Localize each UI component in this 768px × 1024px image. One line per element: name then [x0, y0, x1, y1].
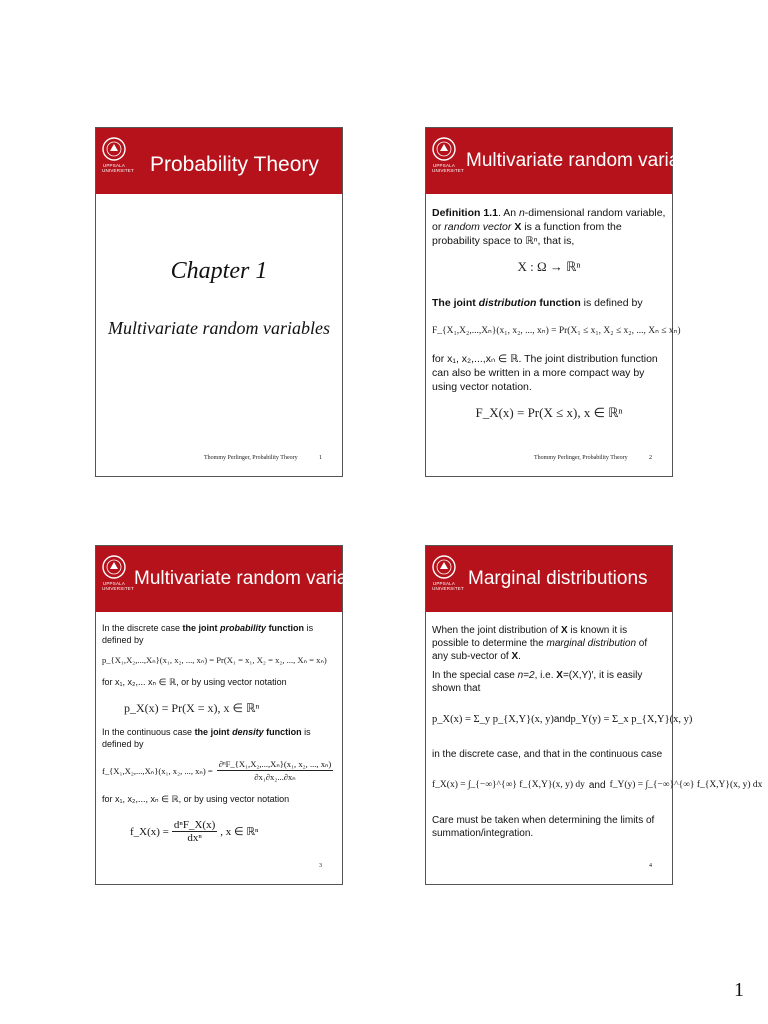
chapter-heading: Chapter 1: [170, 258, 268, 284]
equation-joint-pmf: p_{X₁,X₂,...,Xₙ}(x₁, x₂, ..., xₙ) = Pr(X₁ = x₁, X₂ = x₂, ..., Xₙ = xₙ): [102, 655, 327, 665]
uppsala-logo: UPPSALA UNIVERSITET: [102, 554, 126, 604]
slide-title: Multivariate random variables: [466, 150, 715, 171]
slide-page-number: 4: [649, 863, 652, 869]
chapter-subtitle: Multivariate random variables: [108, 318, 330, 338]
and-label: and: [588, 780, 606, 791]
equation-vector-cdf: F_X(x) = Pr(X ≤ x), x ∈ ℝⁿ: [475, 405, 623, 420]
equation-joint-cdf: F_{X₁,X₂,...,Xₙ}(x₁, x₂, ..., xₙ) = Pr(X₁ ≤ x₁, X₂ ≤ x₂, ..., Xₙ ≤ xₙ): [432, 326, 681, 336]
uppsala-logo: UPPSALA UNIVERSITET: [102, 136, 126, 186]
slide-title: Multivariate random variables: [134, 568, 383, 589]
slide-body: [102, 622, 336, 884]
equation-vector-pmf: p_X(x) = Pr(X = x), x ∈ ℝⁿ: [124, 701, 260, 715]
joint-distribution-heading: The joint distribution function is defined by: [432, 297, 643, 309]
slide-page-number: 1: [319, 455, 322, 461]
definition-paragraph: Definition 1.1. An n-dimensional random variable, or random vector X is a function from the probability space to ℝⁿ, that is,: [432, 207, 666, 247]
slide-banner: [426, 128, 715, 194]
slide-3: [95, 545, 383, 885]
uppsala-logo: UPPSALA UNIVERSITET: [432, 136, 456, 186]
slide-body: [432, 206, 681, 476]
vector-notation-paragraph: for x₁, x₂,...,xₙ ∈ ℝ. The joint distribution function can also be written in a more compact way by using vector notation.: [432, 353, 658, 393]
equation-joint-pdf: f_{X₁,X₂,...,Xₙ}(x₁, x₂, ..., xₙ) = $\frac{\text{∂ⁿF\_\{X₁,X₂,...,Xₙ\}(x₁, x₂, ..., xₙ)}}{\text{∂x₁∂x₂...∂xₙ}}$: [102, 759, 332, 782]
special-case-paragraph: In the special case n=2, i.e. X=(X,Y)′, it is easily shown that: [432, 670, 643, 694]
sheet-page-number: 1: [734, 979, 744, 1001]
slide-1: [95, 127, 343, 477]
slide-title: Probability Theory: [150, 153, 319, 176]
continuous-case-paragraph: In the continuous case the joint density function is defined by: [102, 727, 311, 749]
slide-banner: [426, 546, 672, 612]
vector-notation-paragraph: for x₁, x₂,... xₙ ∈ ℝ, or by using vector notation: [102, 677, 287, 687]
vector-notation-paragraph: for x₁, x₂,..., xₙ ∈ ℝ, or by using vector notation: [102, 794, 290, 804]
equation-marginal-pdf-x: f_X(x) = ∫_{−∞}^{∞} f_{X,Y}(x, y) dy: [432, 780, 585, 790]
equation-marginal-pdf-y: f_Y(y) = ∫_{−∞}^{∞} f_{X,Y}(x, y) dx: [609, 780, 763, 790]
slide-page-number: 3: [319, 863, 322, 869]
slide-2: [425, 127, 715, 477]
slide-body: [432, 624, 763, 884]
equation-continuous-marginals: [432, 779, 763, 792]
slide-4: [425, 545, 763, 885]
continuous-case-paragraph: in the discrete case, and that in the continuous case: [432, 749, 663, 760]
equation-discrete-marginals: [432, 713, 693, 726]
equation-vector-pdf: f_X(x) = dⁿF_X(x) dxⁿ , x ∈ ℝⁿ: [130, 819, 259, 844]
limits-note-paragraph: Care must be taken when determining the limits of summation/integration.: [432, 815, 655, 839]
slide-footer: Thommy Perlinger, Probability Theory: [534, 455, 628, 461]
slide-title: Marginal distributions: [468, 568, 648, 589]
equation-marginal-pmf-y: p_Y(y) = Σ_x p_{X,Y}(x, y): [570, 714, 693, 725]
and-label: and: [553, 714, 571, 725]
slide-banner: [96, 128, 342, 194]
slide-footer: Thommy Perlinger, Probability Theory: [204, 455, 298, 461]
equation-marginal-pmf-x: p_X(x) = Σ_y p_{X,Y}(x, y): [432, 714, 554, 725]
slide-banner: [96, 546, 383, 612]
uppsala-logo: UPPSALA UNIVERSITET: [432, 554, 456, 604]
discrete-case-paragraph: In the discrete case the joint probability function is defined by: [102, 623, 314, 645]
marginal-intro-paragraph: When the joint distribution of X is known it is possible to determine the marginal distribution of any sub-vector of X.: [432, 625, 648, 662]
equation-mapping: X : Ω → ℝⁿ: [517, 259, 581, 274]
slide-page-number: 2: [649, 455, 652, 461]
